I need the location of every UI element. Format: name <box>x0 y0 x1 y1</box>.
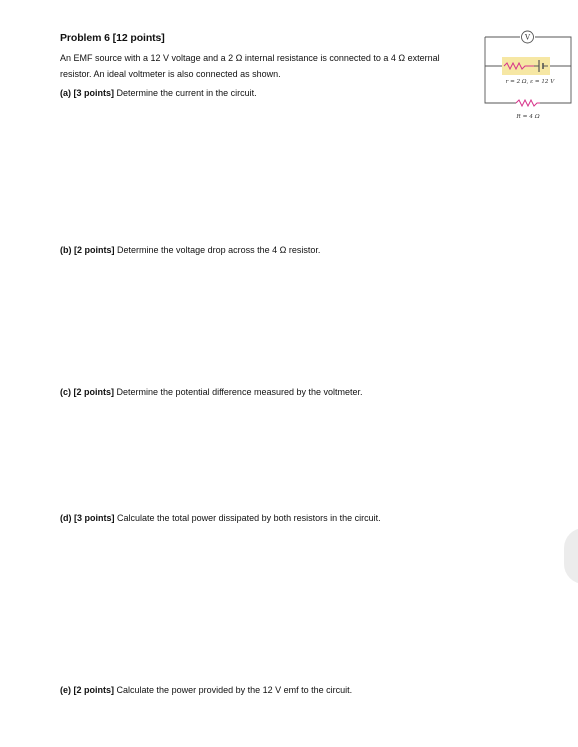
part-label: (b) <box>60 245 72 255</box>
voltmeter-symbol: V <box>524 33 531 42</box>
source-label: r = 2 Ω, ε = 12 V <box>505 79 555 85</box>
problem-statement: An EMF source with a 12 V voltage and a 2 Ω internal resistance is connected to a 4 Ω external resistor. An ideal voltmeter is also connected as shown. <box>60 53 440 79</box>
part-label: (a) <box>60 88 71 98</box>
circuit-diagram <box>480 26 578 126</box>
part-points: [2 points] <box>73 685 115 695</box>
part-points: [2 points] <box>73 387 115 397</box>
part-a-question <box>60 87 257 99</box>
voltmeter-icon <box>522 31 534 43</box>
part-points: [2 points] <box>74 245 115 255</box>
part-points: [3 points] <box>74 513 115 523</box>
part-d-question <box>60 512 381 524</box>
part-text: Determine the current in the circuit. <box>116 88 257 98</box>
part-label: (c) <box>60 387 71 397</box>
part-c-question <box>60 386 363 398</box>
part-label: (d) <box>60 513 72 523</box>
part-text: Determine the potential difference measured by the voltmeter. <box>116 387 363 397</box>
part-text: Determine the voltage drop across the 4 Ω resistor. <box>117 245 321 255</box>
page-edge-shadow <box>564 528 578 584</box>
part-b-question <box>60 244 320 256</box>
part-points: [3 points] <box>73 88 115 98</box>
problem-title: Problem 6 [12 points] <box>60 32 165 44</box>
external-resistor-icon <box>516 98 540 108</box>
part-text: Calculate the total power dissipated by both resistors in the circuit. <box>117 513 381 523</box>
part-e-question <box>60 684 352 696</box>
resistor-label: R = 4 Ω <box>516 114 540 120</box>
part-label: (e) <box>60 685 71 695</box>
part-text: Calculate the power provided by the 12 V emf to the circuit. <box>116 685 353 695</box>
